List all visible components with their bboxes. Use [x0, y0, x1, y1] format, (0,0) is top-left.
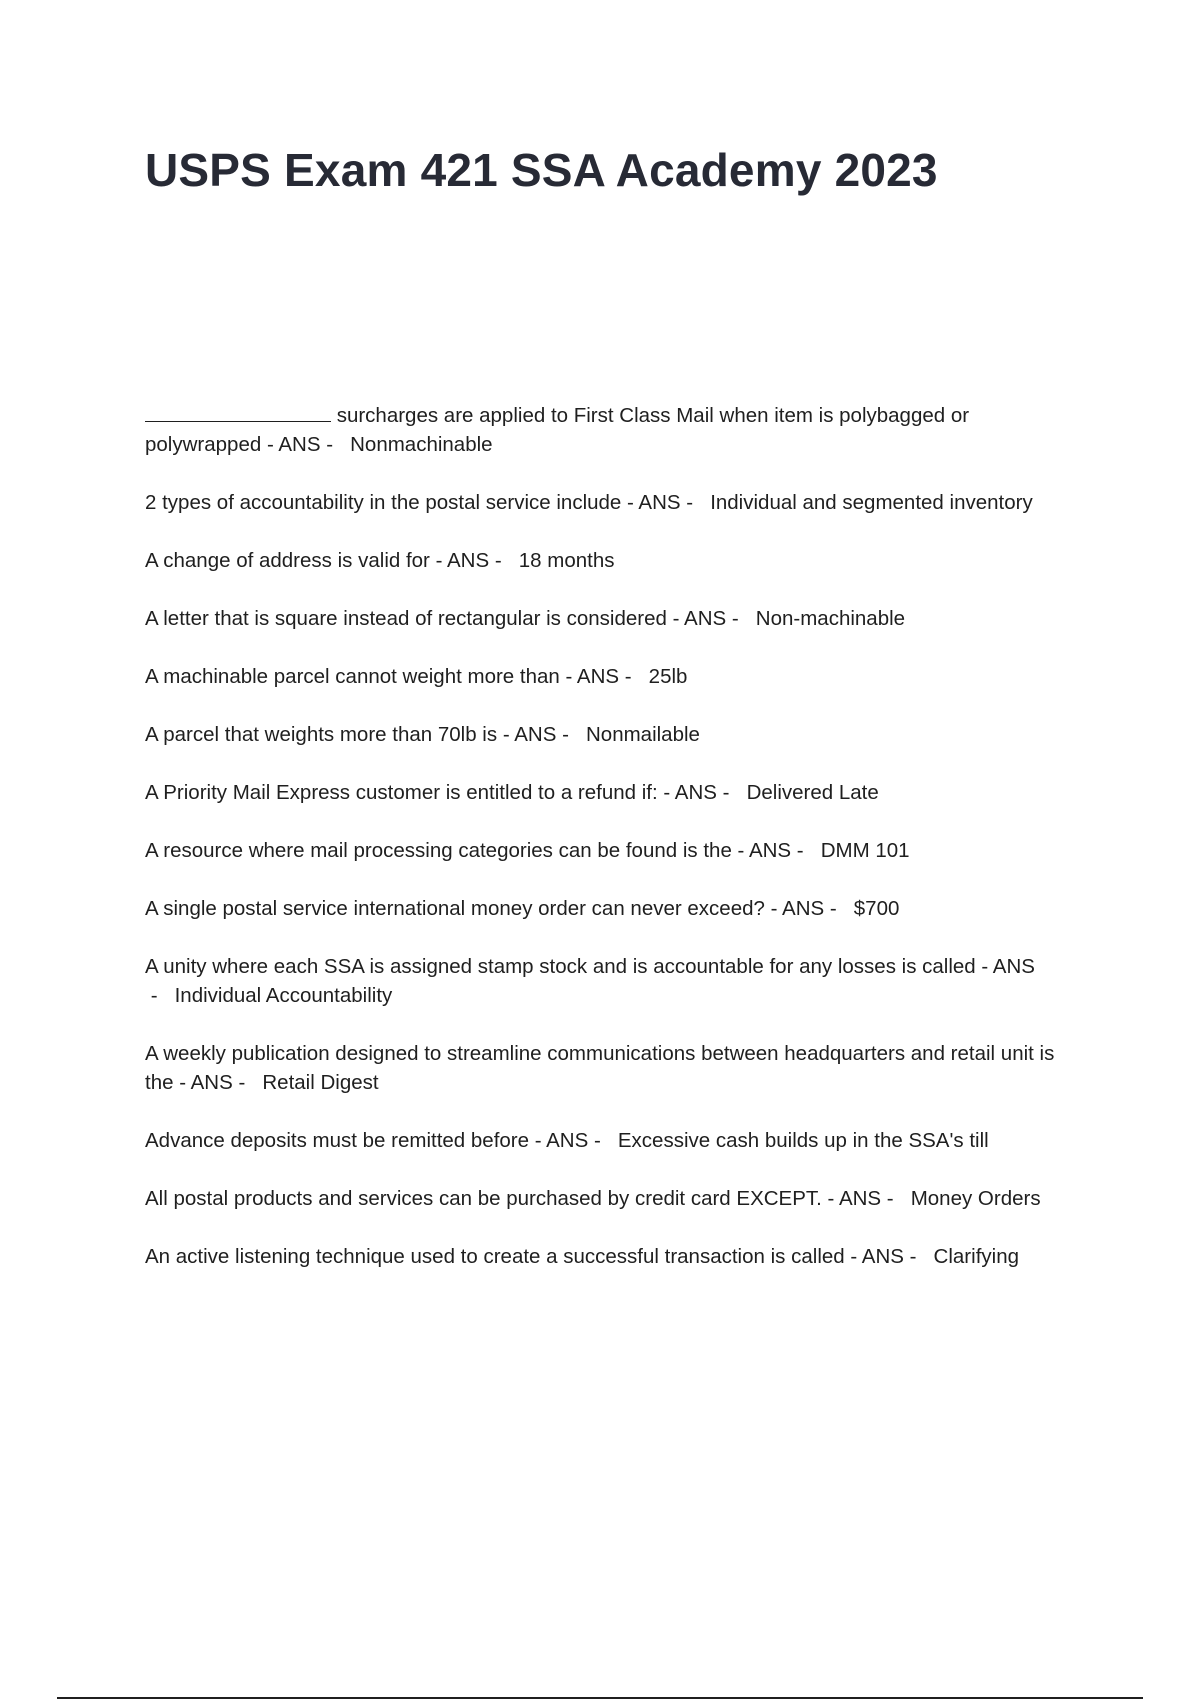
- qa-answer: 25lb: [648, 665, 688, 688]
- qa-item: A weekly publication designed to streamline communications between headquarters and retail unit is the - ANS - Retail Digest: [145, 1042, 1055, 1094]
- qa-answer-marker: ANS: [861, 1245, 904, 1268]
- qa-answer-marker: ANS: [514, 723, 557, 746]
- qa-item: A single postal service international money order can never exceed? - ANS - $700: [145, 897, 900, 920]
- qa-answer: Clarifying: [933, 1245, 1019, 1268]
- qa-item: A letter that is square instead of rectangular is considered - ANS - Non-machinable: [145, 607, 906, 630]
- qa-question: A resource where mail processing categories can be found is the: [145, 839, 732, 862]
- qa-question: A parcel that weights more than 70lb is: [145, 723, 498, 746]
- qa-answer: DMM 101: [820, 839, 910, 862]
- qa-question: 2 types of accountability in the postal service include: [145, 491, 622, 514]
- qa-answer: 18 months: [518, 549, 615, 572]
- qa-item: A Priority Mail Express customer is entitled to a refund if: - ANS - Delivered Late: [145, 781, 879, 804]
- qa-answer: Individual and segmented inventory: [710, 491, 1033, 514]
- qa-answer: Retail Digest: [262, 1071, 379, 1094]
- qa-answer: Non-machinable: [755, 607, 906, 630]
- qa-question: An active listening technique used to create a successful transaction is called: [145, 1245, 845, 1268]
- qa-answer: Individual Accountability: [174, 984, 393, 1007]
- qa-question: All postal products and services can be purchased by credit card EXCEPT.: [145, 1187, 822, 1210]
- qa-item: An active listening technique used to create a successful transaction is called - ANS - Clarifying: [145, 1245, 1019, 1268]
- qa-question: A Priority Mail Express customer is entitled to a refund if:: [145, 781, 658, 804]
- qa-answer-marker: ANS: [992, 955, 1035, 978]
- qa-item: A unity where each SSA is assigned stamp stock and is accountable for any losses is called - ANS - Individual Accountability: [145, 955, 1035, 1007]
- qa-answer-marker: ANS: [748, 839, 792, 862]
- qa-answer-marker: ANS: [684, 607, 727, 630]
- qa-item: All postal products and services can be purchased by credit card EXCEPT. - ANS - Money Orders: [145, 1187, 1041, 1210]
- qa-answer-marker: ANS: [674, 781, 717, 804]
- qa-answer: Delivered Late: [746, 781, 879, 804]
- qa-item: A change of address is valid for - ANS - 18 months: [145, 549, 615, 572]
- qa-question: A change of address is valid for: [145, 549, 430, 572]
- qa-answer: Money Orders: [910, 1187, 1041, 1210]
- qa-question: A single postal service international money order can never exceed?: [145, 897, 765, 920]
- qa-item: A machinable parcel cannot weight more than - ANS - 25lb: [145, 665, 688, 688]
- qa-answer: Nonmailable: [585, 723, 700, 746]
- qa-question: A weekly publication designed to streamline communications between headquarters and retail unit is the: [145, 1042, 1055, 1094]
- qa-item: Advance deposits must be remitted before - ANS - Excessive cash builds up in the SSA's till: [145, 1129, 989, 1152]
- qa-answer: Nonmachinable: [350, 433, 493, 456]
- fill-in-blank: [145, 403, 331, 422]
- qa-answer: $700: [853, 897, 900, 920]
- qa-item: surcharges are applied to First Class Mail when item is polybagged or polywrapped - ANS - Nonmachinable: [145, 404, 970, 456]
- qa-answer-marker: ANS: [190, 1071, 233, 1094]
- qa-item: 2 types of accountability in the postal service include - ANS - Individual and segmented inventory: [145, 491, 1033, 514]
- page-title: USPS Exam 421 SSA Academy 2023: [145, 144, 938, 196]
- qa-answer-marker: ANS: [638, 491, 681, 514]
- qa-question: Advance deposits must be remitted before: [145, 1129, 530, 1152]
- qa-item: A parcel that weights more than 70lb is - ANS - Nonmailable: [145, 723, 700, 746]
- qa-question: A machinable parcel cannot weight more than: [145, 665, 560, 688]
- footer-divider: [57, 1697, 1143, 1699]
- qa-item: A resource where mail processing categories can be found is the - ANS - DMM 101: [145, 839, 910, 862]
- qa-question: surcharges are applied to First Class Mail when item is polybagged or polywrapped: [145, 404, 970, 456]
- qa-answer-marker: ANS: [782, 897, 825, 920]
- qa-question: A letter that is square instead of rectangular is considered: [145, 607, 667, 630]
- qa-answer-marker: ANS: [278, 433, 321, 456]
- qa-answer-marker: ANS: [576, 665, 620, 688]
- qa-list: [145, 401, 1075, 1300]
- qa-answer-marker: ANS: [838, 1187, 882, 1210]
- qa-answer-marker: ANS: [546, 1129, 589, 1152]
- qa-question: A unity where each SSA is assigned stamp stock and is accountable for any losses is called: [145, 955, 976, 978]
- qa-answer-marker: ANS: [446, 549, 490, 572]
- qa-answer: Excessive cash builds up in the SSA's till: [617, 1129, 989, 1152]
